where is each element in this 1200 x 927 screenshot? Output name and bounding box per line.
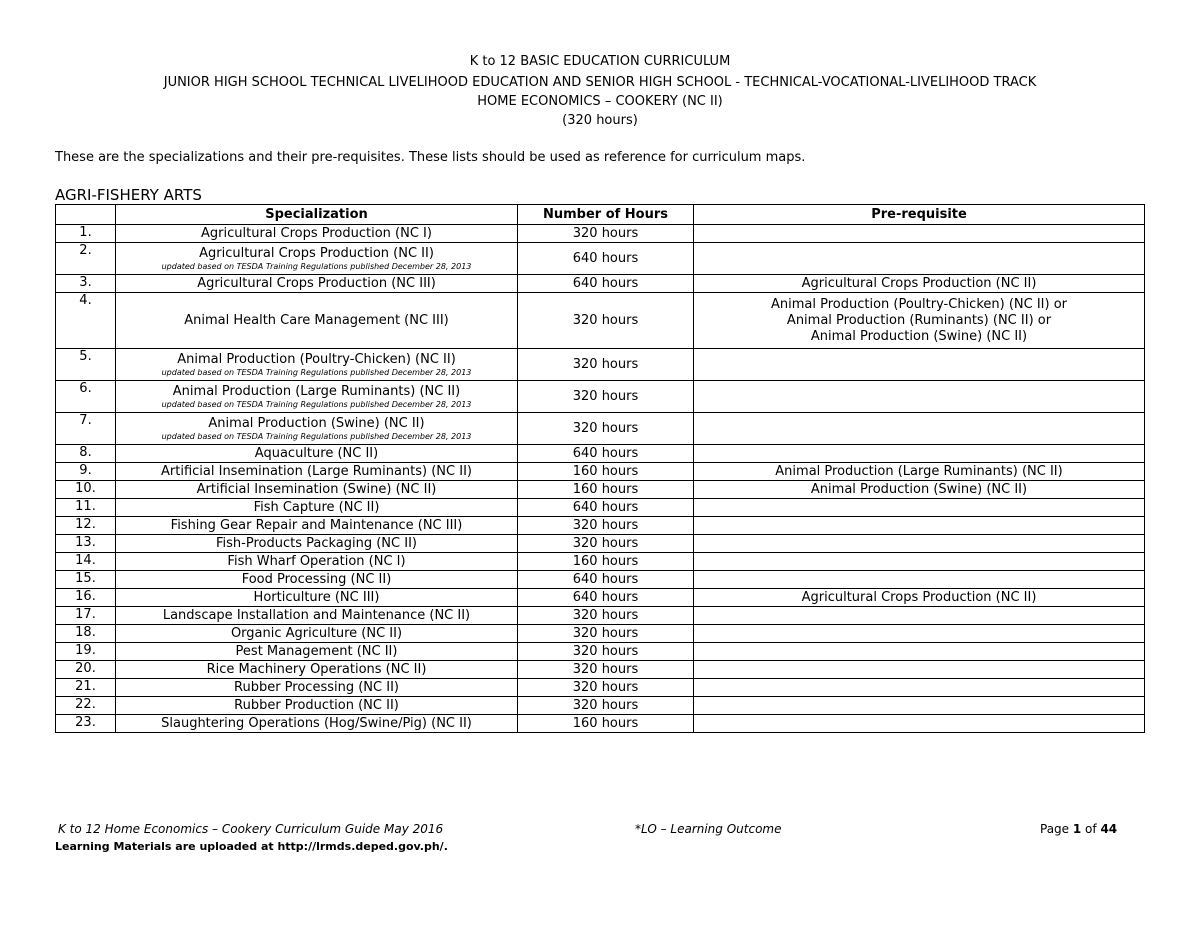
row-hours: 640 hours	[518, 499, 694, 517]
row-number: 21.	[56, 679, 116, 697]
row-specialization	[116, 293, 518, 349]
specialization-name: Food Processing (NC II)	[241, 571, 392, 587]
specialization-name: Aquaculture (NC II)	[254, 445, 379, 461]
row-specialization	[116, 589, 518, 607]
doc-subtitle: JUNIOR HIGH SCHOOL TECHNICAL LIVELIHOOD EDUCATION AND SENIOR HIGH SCHOOL - TECHNICAL-VOCATIONAL-LIVELIHOOD TRACK	[163, 75, 1037, 90]
specialization-name: Organic Agriculture (NC II)	[230, 625, 403, 641]
row-prerequisite	[694, 571, 1145, 589]
row-hours: 320 hours	[518, 349, 694, 381]
row-specialization	[116, 275, 518, 293]
footer-lo: *LO – Learning Outcome	[635, 822, 782, 836]
row-hours: 320 hours	[518, 517, 694, 535]
update-note: updated based on TESDA Training Regulations published December 28, 2013	[161, 400, 472, 409]
row-number: 16.	[56, 589, 116, 607]
header-specialization: Specialization	[116, 205, 518, 225]
table-row	[56, 413, 1145, 445]
row-hours: 160 hours	[518, 553, 694, 571]
row-hours: 640 hours	[518, 571, 694, 589]
specialization-name: Rubber Processing (NC II)	[234, 679, 399, 695]
specialization-name: Animal Health Care Management (NC III)	[184, 312, 449, 328]
row-specialization	[116, 697, 518, 715]
header-prerequisite: Pre-requisite	[694, 205, 1145, 225]
row-hours: 320 hours	[518, 679, 694, 697]
row-specialization	[116, 243, 518, 275]
footer-upload	[55, 840, 448, 853]
row-hours: 160 hours	[518, 715, 694, 733]
header-hours: Number of Hours	[518, 205, 694, 225]
table-body	[56, 225, 1145, 733]
row-specialization	[116, 715, 518, 733]
row-number: 9.	[56, 463, 116, 481]
row-prerequisite	[694, 607, 1145, 625]
specialization-name: Fish-Products Packaging (NC II)	[216, 535, 417, 551]
specialization-name: Fish Wharf Operation (NC I)	[227, 553, 406, 569]
prerequisite-line: Animal Production (Swine) (NC II)	[810, 328, 1028, 344]
table-row	[56, 481, 1145, 499]
row-specialization	[116, 225, 518, 243]
row-prerequisite	[694, 463, 1145, 481]
row-number: 14.	[56, 553, 116, 571]
row-number: 13.	[56, 535, 116, 553]
row-number: 15.	[56, 571, 116, 589]
row-specialization	[116, 381, 518, 413]
table-row	[56, 243, 1145, 275]
prerequisite-line: Animal Production (Swine) (NC II)	[810, 481, 1028, 497]
table-row	[56, 589, 1145, 607]
row-hours: 160 hours	[518, 463, 694, 481]
lrmds-link[interactable]: http://lrmds.deped.gov.ph/.	[277, 840, 448, 853]
table-row	[56, 293, 1145, 349]
specialization-name: Horticulture (NC III)	[253, 589, 380, 605]
prerequisite-line: Animal Production (Large Ruminants) (NC II)	[775, 463, 1063, 479]
row-prerequisite	[694, 243, 1145, 275]
table-row	[56, 225, 1145, 243]
specialization-name: Artificial Insemination (Large Ruminants) (NC II)	[161, 463, 472, 479]
row-prerequisite	[694, 643, 1145, 661]
row-specialization	[116, 571, 518, 589]
row-number: 6.	[56, 381, 116, 413]
row-specialization	[116, 481, 518, 499]
row-number: 7.	[56, 413, 116, 445]
row-hours: 320 hours	[518, 535, 694, 553]
row-hours: 320 hours	[518, 607, 694, 625]
row-hours: 640 hours	[518, 445, 694, 463]
row-hours: 320 hours	[518, 413, 694, 445]
doc-course: HOME ECONOMICS – COOKERY (NC II)	[477, 94, 723, 109]
table-row	[56, 381, 1145, 413]
specialization-name: Rubber Production (NC II)	[234, 697, 399, 713]
row-prerequisite	[694, 499, 1145, 517]
row-number: 19.	[56, 643, 116, 661]
table-row	[56, 661, 1145, 679]
row-number: 10.	[56, 481, 116, 499]
row-specialization	[116, 499, 518, 517]
row-prerequisite	[694, 535, 1145, 553]
row-specialization	[116, 661, 518, 679]
prerequisite-line: Agricultural Crops Production (NC II)	[801, 275, 1037, 291]
row-specialization	[116, 535, 518, 553]
row-specialization	[116, 445, 518, 463]
row-prerequisite	[694, 697, 1145, 715]
row-number: 2.	[56, 243, 116, 275]
row-prerequisite	[694, 679, 1145, 697]
row-hours: 640 hours	[518, 243, 694, 275]
page-of: of	[1081, 822, 1101, 836]
row-hours: 320 hours	[518, 643, 694, 661]
row-prerequisite	[694, 589, 1145, 607]
row-specialization	[116, 517, 518, 535]
row-hours: 320 hours	[518, 381, 694, 413]
row-number: 20.	[56, 661, 116, 679]
specialization-name: Pest Management (NC II)	[235, 643, 398, 659]
row-hours: 640 hours	[518, 275, 694, 293]
specialization-name: Fish Capture (NC II)	[253, 499, 380, 515]
row-number: 22.	[56, 697, 116, 715]
row-specialization	[116, 625, 518, 643]
table-row	[56, 553, 1145, 571]
row-number: 12.	[56, 517, 116, 535]
prerequisite-line: Animal Production (Poultry-Chicken) (NC II) or	[770, 296, 1068, 312]
intro-text: These are the specializations and their pre-requisites. These lists should be used as reference for curriculum maps.	[55, 150, 806, 165]
table-row	[56, 463, 1145, 481]
row-prerequisite	[694, 413, 1145, 445]
row-hours: 320 hours	[518, 625, 694, 643]
specialization-name: Rice Machinery Operations (NC II)	[206, 661, 427, 677]
row-specialization	[116, 463, 518, 481]
table-row	[56, 643, 1145, 661]
row-prerequisite	[694, 481, 1145, 499]
row-prerequisite	[694, 293, 1145, 349]
specialization-name: Slaughtering Operations (Hog/Swine/Pig) (NC II)	[161, 715, 472, 731]
row-prerequisite	[694, 715, 1145, 733]
row-prerequisite	[694, 349, 1145, 381]
table-row	[56, 499, 1145, 517]
table-row	[56, 697, 1145, 715]
row-prerequisite	[694, 381, 1145, 413]
row-prerequisite	[694, 553, 1145, 571]
table-row	[56, 571, 1145, 589]
doc-hours: (320 hours)	[562, 113, 638, 128]
row-prerequisite	[694, 275, 1145, 293]
footer-page	[1040, 822, 1117, 836]
row-hours: 640 hours	[518, 589, 694, 607]
specialization-name: Artificial Insemination (Swine) (NC II)	[196, 481, 437, 497]
row-specialization	[116, 349, 518, 381]
row-specialization	[116, 413, 518, 445]
row-number: 17.	[56, 607, 116, 625]
specialization-name: Fishing Gear Repair and Maintenance (NC III)	[170, 517, 463, 533]
table-row	[56, 445, 1145, 463]
row-hours: 160 hours	[518, 481, 694, 499]
row-specialization	[116, 553, 518, 571]
specialization-name: Animal Production (Poultry-Chicken) (NC II)	[177, 352, 456, 367]
footer-guide: K to 12 Home Economics – Cookery Curriculum Guide May 2016	[58, 822, 444, 836]
upload-text: Learning Materials are uploaded at	[55, 840, 278, 853]
row-prerequisite	[694, 517, 1145, 535]
table-row	[56, 349, 1145, 381]
row-prerequisite	[694, 445, 1145, 463]
row-hours: 320 hours	[518, 293, 694, 349]
row-specialization	[116, 679, 518, 697]
row-number: 1.	[56, 225, 116, 243]
row-number: 18.	[56, 625, 116, 643]
specialization-name: Agricultural Crops Production (NC I)	[201, 225, 432, 241]
update-note: updated based on TESDA Training Regulations published December 28, 2013	[161, 368, 472, 377]
table-row	[56, 275, 1145, 293]
table-header-row	[56, 205, 1145, 225]
section-title: AGRI-FISHERY ARTS	[55, 186, 202, 204]
row-specialization	[116, 643, 518, 661]
specialization-table	[55, 204, 1145, 733]
row-number: 11.	[56, 499, 116, 517]
page-total: 44	[1100, 822, 1118, 836]
update-note: updated based on TESDA Training Regulations published December 28, 2013	[161, 262, 472, 271]
row-prerequisite	[694, 625, 1145, 643]
prerequisite-line: Agricultural Crops Production (NC II)	[801, 589, 1037, 605]
row-hours: 320 hours	[518, 661, 694, 679]
row-number: 5.	[56, 349, 116, 381]
row-prerequisite	[694, 661, 1145, 679]
specialization-name: Agricultural Crops Production (NC III)	[197, 275, 436, 291]
specialization-name: Agricultural Crops Production (NC II)	[199, 246, 434, 261]
specialization-name: Landscape Installation and Maintenance (NC II)	[162, 607, 471, 623]
row-number: 23.	[56, 715, 116, 733]
row-hours: 320 hours	[518, 225, 694, 243]
page-number: 1	[1072, 822, 1082, 836]
specialization-name: Animal Production (Large Ruminants) (NC II)	[172, 384, 461, 399]
update-note: updated based on TESDA Training Regulations published December 28, 2013	[161, 432, 472, 441]
page-prefix: Page	[1040, 822, 1073, 836]
table-row	[56, 715, 1145, 733]
table-row	[56, 679, 1145, 697]
table-row	[56, 517, 1145, 535]
table-row	[56, 535, 1145, 553]
header-num	[56, 205, 116, 225]
row-hours: 320 hours	[518, 697, 694, 715]
row-number: 3.	[56, 275, 116, 293]
row-number: 8.	[56, 445, 116, 463]
row-specialization	[116, 607, 518, 625]
specialization-name: Animal Production (Swine) (NC II)	[208, 416, 425, 431]
table-row	[56, 625, 1145, 643]
doc-title: K to 12 BASIC EDUCATION CURRICULUM	[469, 54, 731, 69]
row-prerequisite	[694, 225, 1145, 243]
row-number: 4.	[56, 293, 116, 349]
table-row	[56, 607, 1145, 625]
prerequisite-line: Animal Production (Ruminants) (NC II) or	[786, 312, 1052, 328]
